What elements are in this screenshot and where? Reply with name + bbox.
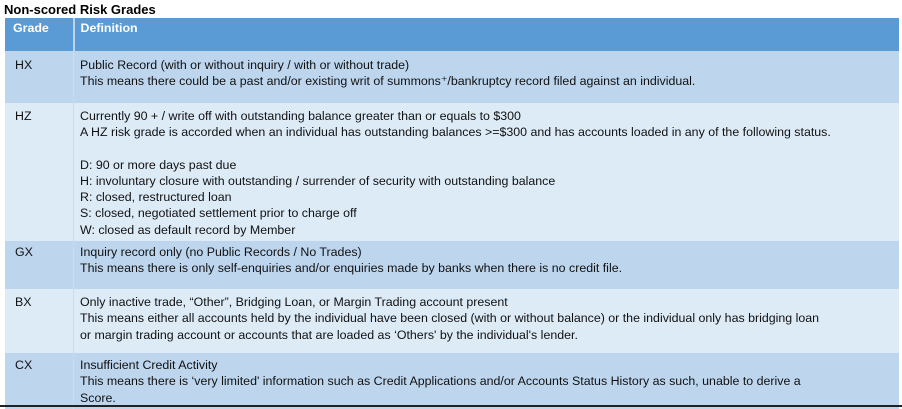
status-item-s: S: closed, negotiated settlement prior to charge off (80, 206, 357, 221)
definition-cell (74, 103, 900, 241)
grade-code: CX (15, 358, 33, 372)
definition-cell (74, 353, 900, 409)
grade-cell (5, 241, 74, 289)
table-row-bx (5, 289, 899, 353)
definition-description-line-2: Score. (80, 390, 116, 405)
grade-cell (5, 51, 74, 103)
definition-description-line-2: or margin trading account or accounts that are loaded as ‘Others' by the individual's lender. (80, 327, 578, 342)
definition-heading: Only inactive trade, “Other”, Bridging Loan, or Margin Trading account present (80, 295, 508, 309)
grade-cell (5, 289, 74, 353)
table-row-hz (5, 103, 899, 241)
definition-description-line-1: This means either all accounts held by the individual have been closed (with or without balance) or the individual only has bridging loan (80, 311, 820, 326)
grade-code: BX (15, 295, 32, 309)
grade-cell (5, 103, 74, 241)
risk-grades-table (5, 18, 899, 409)
definition-cell (74, 289, 900, 353)
definition-description: A HZ risk grade is accorded when an individual has outstanding balances >=$300 and has accounts loaded in any of the following status. (80, 125, 831, 140)
column-header-grade: Grade (5, 18, 74, 51)
grade-cell (5, 353, 74, 409)
column-header-definition: Definition (74, 18, 900, 51)
definition-heading: Currently 90 + / write off with outstanding balance greater than or equals to $300 (80, 109, 521, 123)
grade-code: HZ (15, 109, 32, 123)
page-divider (0, 405, 902, 407)
definition-description-line-1: This means there is ‘very limited' information such as Credit Applications and/or Accounts Status History as such, unable to derive a (80, 374, 801, 389)
status-item-w: W: closed as default record by Member (80, 222, 296, 237)
status-item-r: R: closed, restructured loan (80, 190, 232, 205)
table-header-row (5, 18, 899, 51)
definition-cell (74, 241, 900, 289)
definition-heading: Public Record (with or without inquiry / with or without trade) (80, 58, 410, 72)
definition-description: This means there could be a past and/or existing writ of summons⁺/bankruptcy record filed against an individual. (80, 74, 696, 89)
table-row-gx (5, 241, 899, 289)
section-title: Non-scored Risk Grades (4, 2, 156, 17)
table-row-hx (5, 51, 899, 103)
definition-description: This means there is only self-enquiries and/or enquiries made by banks when there is no credit file. (80, 261, 623, 276)
grade-code: HX (15, 58, 33, 72)
definition-cell (74, 51, 900, 103)
status-item-h: H: involuntary closure with outstanding / surrender of security with outstanding balance (80, 173, 556, 188)
table-row-cx (5, 353, 899, 409)
status-item-d: D: 90 or more days past due (80, 157, 237, 172)
definition-heading: Insufficient Credit Activity (80, 358, 218, 372)
definition-heading: Inquiry record only (no Public Records / No Trades) (80, 245, 362, 259)
grade-code: GX (15, 245, 33, 259)
